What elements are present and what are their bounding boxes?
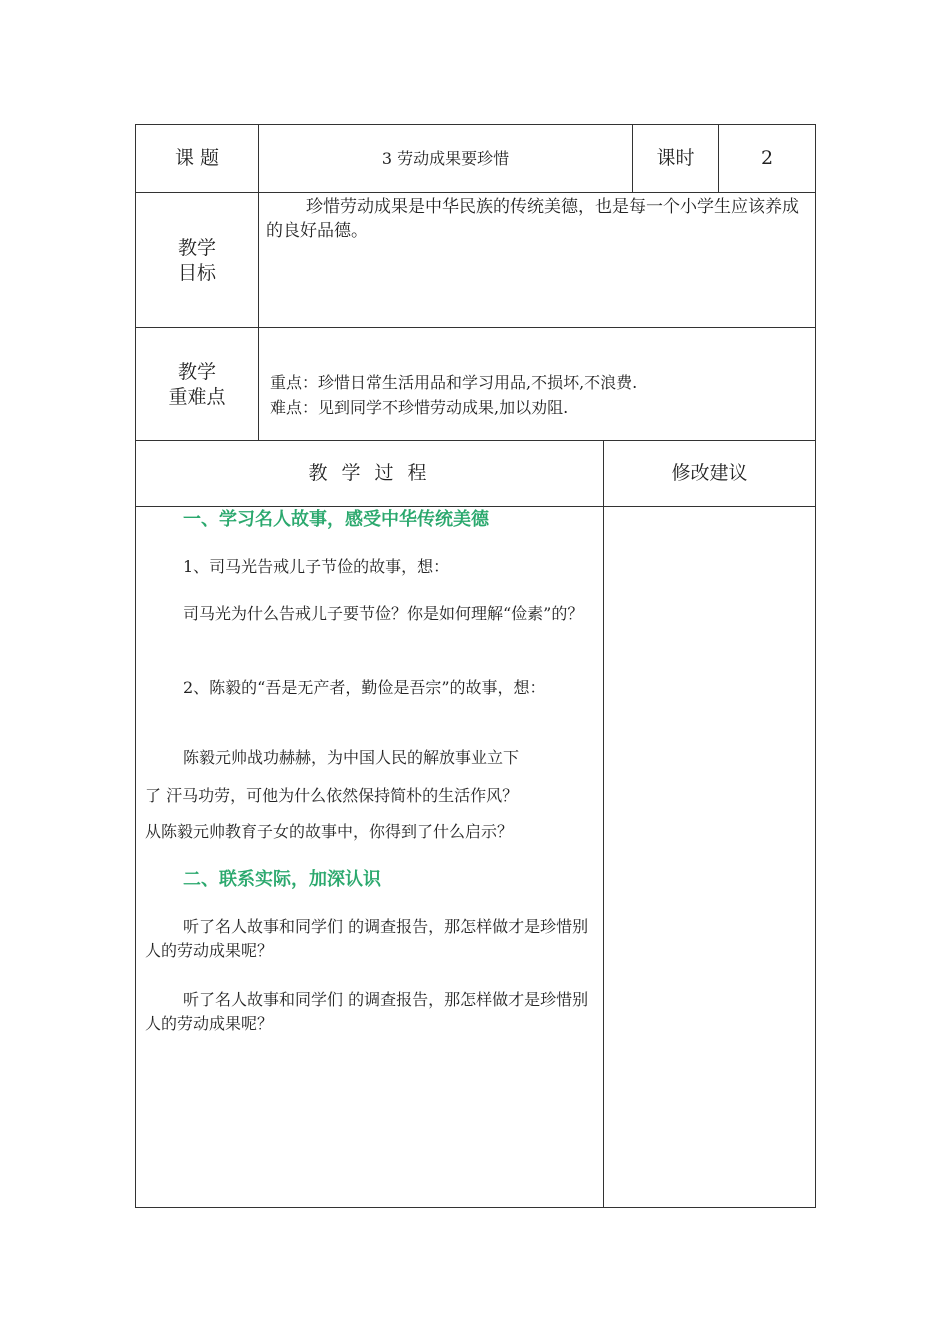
- period-value: 2: [760, 147, 774, 169]
- item2-question-line2: 了 汗马功劳，可他为什么依然保持简朴的生活作风？: [145, 786, 519, 805]
- table-border-left: [135, 124, 136, 1208]
- practice-paragraph-2: 听了名人故事和同学们 的调查报告，那怎样做才是珍惜别人的劳动成果呢？: [145, 990, 589, 1033]
- item2: 2、陈毅的“吾是无产者，勤俭是吾宗”的故事，想：: [183, 678, 546, 697]
- item2-question-line1: 陈毅元帅战功赫赫，为中国人民的解放事业立下: [183, 748, 520, 767]
- item1-question: 司马光为什么告戒儿子要节俭？你是如何理解“俭素”的？: [183, 604, 584, 623]
- row-divider-2: [135, 327, 816, 328]
- section1-title: 一、学习名人故事，感受中华传统美德: [183, 509, 489, 530]
- key-points-label: [136, 360, 258, 410]
- item2-question-line3: 从陈毅元帅教育子女的故事中，你得到了什么启示？: [145, 822, 514, 841]
- objectives-label-line1: 教学: [177, 237, 216, 259]
- table-border-right: [815, 124, 816, 1208]
- objectives-label: [136, 236, 258, 286]
- objectives-label-line2: 目标: [177, 262, 216, 284]
- practice-paragraph-1: 听了名人故事和同学们 的调查报告，那怎样做才是珍惜别人的劳动成果呢？: [145, 917, 589, 960]
- topic-value: 3 劳动成果要珍惜: [381, 148, 510, 168]
- suggestion-column-divider: [603, 440, 604, 1208]
- row-divider-4: [135, 506, 816, 507]
- item1: 1、司马光告戒儿子节俭的故事，想：: [183, 557, 450, 576]
- row-divider-1: [135, 192, 816, 193]
- topic-label: 课 题: [174, 147, 220, 169]
- key-points-focus: 重点：珍惜日常生活用品和学习用品,不损坏,不浪费.: [270, 373, 638, 392]
- section2-title: 二、联系实际，加深认识: [183, 869, 381, 890]
- key-points-label-line2: 重难点: [168, 386, 226, 408]
- table-border-bottom: [135, 1207, 816, 1208]
- period-label: 课时: [656, 147, 695, 169]
- key-points-difficulty: 难点：见到同学不珍惜劳动成果,加以劝阻.: [270, 398, 569, 417]
- objectives-text: 珍惜劳动成果是中华民族的传统美德，也是每一个小学生应该养成的良好品德。: [266, 197, 799, 241]
- key-points-label-line1: 教学: [177, 361, 216, 383]
- process-header: 教 学 过 程: [308, 462, 431, 484]
- suggestion-header: 修改建议: [671, 462, 748, 484]
